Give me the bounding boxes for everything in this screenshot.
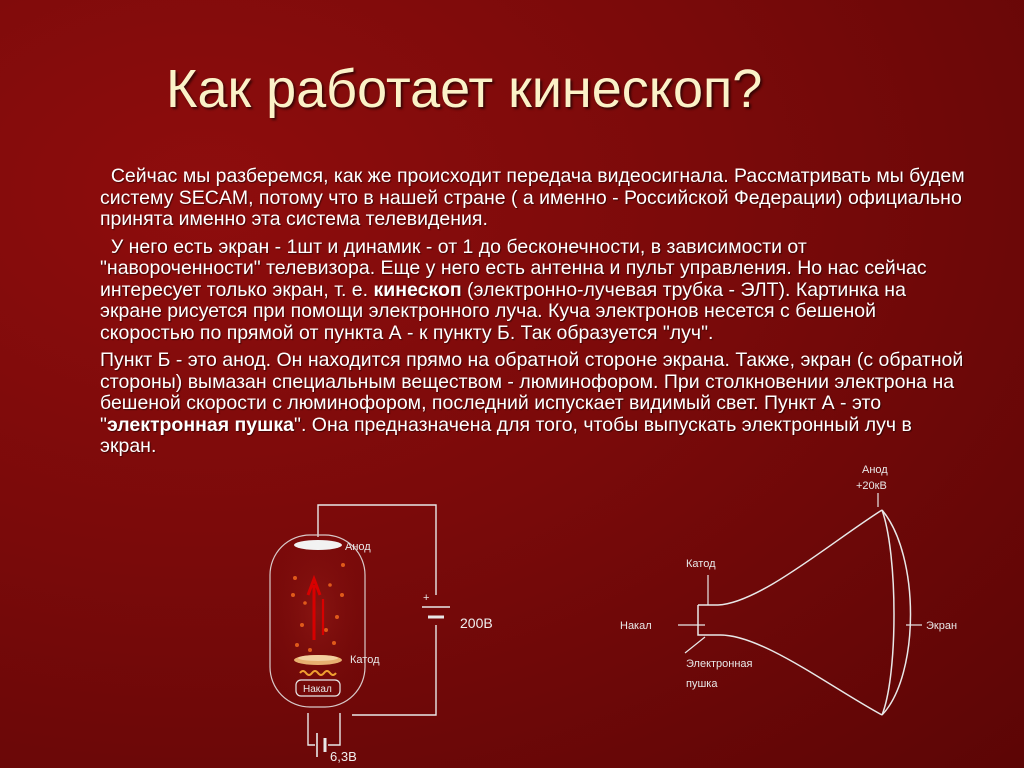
paragraph-3-bold-term: электронная пушка: [106, 413, 295, 436]
battery-200v: [422, 607, 450, 617]
paragraph-3-text-before: Пункт Б - это анод. Он находится прямо на обратной стороне экрана. Также, экран (с обратной стороны) вымазан специальным веществом - люминофором. При столкновении электрона на бешеной скорости с люминофором, последний испускает видимый свет. Пункт А - это ": [100, 349, 964, 436]
label-plus: +: [423, 592, 430, 604]
paragraph-3: [100, 350, 970, 458]
label-heater: Накал: [303, 684, 332, 695]
crt-label-gun-line2: пушка: [686, 678, 718, 690]
crt-label-cathode: Катод: [686, 558, 716, 570]
label-anode: Анод: [345, 541, 371, 553]
paragraph-2-bold-term: кинескоп: [373, 278, 462, 301]
anode-plate: [294, 540, 342, 550]
paragraph-3-text-after: ". Она предназначена для того, чтобы выпускать электронный луч в экран.: [100, 413, 912, 457]
paragraph-2-text-before: У него есть экран - 1шт и динамик - от 1 до бесконечности, в зависимости от "навороченности" телевизора. Еще у него есть антенна и пульт управления. Но нас сейчас интересует только экран, т. е.: [100, 235, 927, 301]
slide-body: [100, 166, 970, 464]
label-voltage-200: 200В: [460, 615, 493, 631]
battery-6-3v: [317, 733, 325, 757]
label-cathode: Катод: [350, 654, 380, 666]
crt-label-anode-voltage: +20кВ: [856, 480, 887, 492]
paragraph-2-text-after: (электронно-лучевая трубка - ЭЛТ). Картинка на экране рисуется при помощи электронного луча. Куча электронов несется с бешеной скоростью по прямой от пункта А - к пункту Б. Так образуется "луч".: [100, 278, 906, 344]
paragraph-1: [100, 166, 970, 231]
crt-label-gun-line1: Электронная: [686, 658, 753, 670]
slide-title: Как работает кинескоп?: [166, 59, 763, 119]
crt-leader-lines: [678, 493, 922, 653]
vacuum-tube-diagram: [250, 495, 520, 768]
paragraph-1-text: Сейчас мы разберемся, как же происходит передача видеосигнала. Рассматривать мы будем систему SECAM, потому что в нашей стране ( а именно - Российской Федерации) официально принята именно эта система телевидения.: [100, 165, 965, 230]
crt-outline: [698, 510, 911, 715]
paragraph-2-indent: [100, 236, 111, 258]
label-voltage-6-3: 6,3В: [330, 749, 357, 764]
crt-diagram: [610, 455, 1010, 755]
paragraph-2: [100, 237, 970, 345]
tube-envelope: [270, 535, 365, 707]
crt-label-screen: Экран: [926, 620, 958, 632]
paragraph-1-indent: [100, 165, 111, 187]
crt-label-anode: Анод: [862, 464, 888, 476]
crt-label-heater: Накал: [620, 620, 652, 632]
